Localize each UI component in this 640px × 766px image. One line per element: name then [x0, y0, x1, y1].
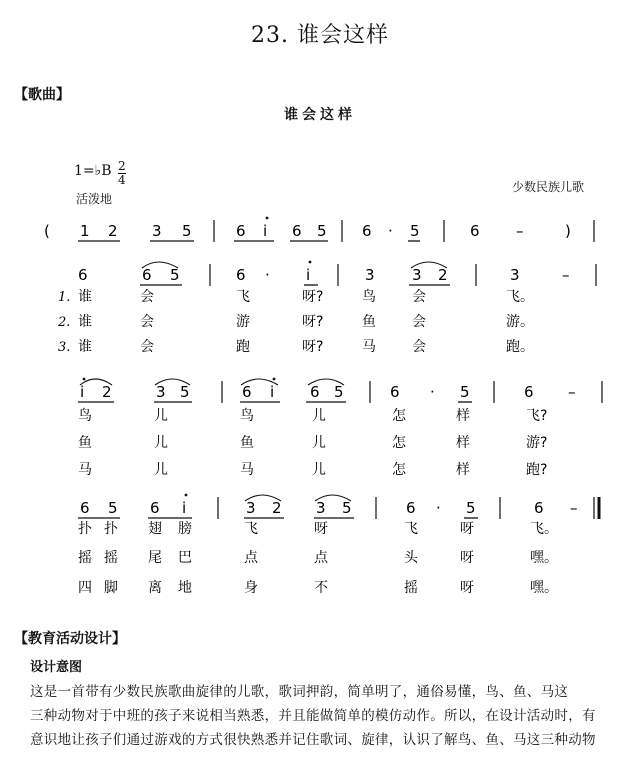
lyric: 谁: [78, 339, 92, 355]
lyric: 怎: [392, 435, 406, 451]
note: 5: [460, 383, 470, 401]
note: –: [516, 222, 524, 240]
note: 3: [412, 266, 422, 284]
note: 3: [152, 222, 162, 240]
lyric: 马: [78, 462, 92, 478]
lyric: 点: [244, 550, 258, 566]
lyric: 儿: [154, 408, 168, 424]
lyric: 头: [404, 550, 418, 566]
lyric: 会: [412, 314, 426, 330]
lyric: 游?: [526, 435, 548, 451]
lyric: 摇: [104, 550, 118, 566]
note: 6: [534, 499, 544, 517]
note: 6: [390, 383, 400, 401]
lyric: 呀?: [302, 339, 324, 355]
note: 3: [316, 499, 326, 517]
lyric: 谁: [78, 289, 92, 305]
design-text-line-2: 三种动物对于中班的孩子来说相当熟悉，并且能做简单的模仿动作。所以，在设计活动时，有: [30, 708, 596, 724]
note: –: [562, 266, 570, 284]
lyric: 鱼: [78, 435, 92, 451]
note: 6: [236, 266, 246, 284]
lyric: 游。: [506, 314, 534, 330]
design-text-line-1: 这是一首带有少数民族歌曲旋律的儿歌，歌词押韵，简单明了，通俗易懂，鸟、鱼、马这: [30, 684, 569, 700]
note: 6: [236, 222, 246, 240]
lyric: 鱼: [240, 435, 254, 451]
lyrics-line-3a: [78, 407, 547, 424]
lyric: 谁: [78, 314, 92, 330]
lyric: 摇: [404, 580, 418, 596]
note: 6: [242, 383, 252, 401]
design-text-line-3: 意识地让孩子们通过游戏的方式很快熟悉并记住歌词、旋律，认识了解鸟、鱼、马这三种动物: [30, 732, 596, 748]
verse-lyrics-3: [58, 339, 534, 355]
lyrics-line-4a: [78, 520, 558, 537]
lyric: 呀?: [302, 314, 324, 330]
note: 3: [246, 499, 256, 517]
lyric: 尾: [148, 550, 162, 566]
note: 2: [438, 266, 448, 284]
song-source: 少数民族儿歌: [512, 180, 585, 194]
song-title: 谁会这样: [284, 107, 356, 123]
lyric: 儿: [312, 435, 326, 451]
lyric: 会: [412, 339, 426, 355]
note: i: [182, 499, 187, 517]
lyric: 呀: [460, 550, 474, 566]
lyric: 马: [362, 339, 376, 355]
lyric: 飞。: [506, 289, 534, 305]
lyric: 不: [314, 580, 328, 596]
note: 5: [170, 266, 180, 284]
lyric: 呀?: [302, 289, 324, 305]
verse-lyrics-1: [58, 289, 534, 305]
note: i: [270, 383, 275, 401]
note: 5: [182, 222, 192, 240]
tempo-marking: 活泼地: [76, 192, 113, 206]
note: –: [568, 383, 576, 401]
note: 5: [466, 499, 476, 517]
score-line-4: [78, 494, 599, 519]
note: 5: [180, 383, 190, 401]
lyric: 点: [314, 550, 328, 566]
note: 5: [108, 499, 118, 517]
lyric: 扑: [104, 521, 118, 537]
note: 6: [80, 499, 90, 517]
lyric: 怎: [392, 462, 406, 478]
lyric: 样: [456, 462, 470, 478]
lyric: 马: [240, 462, 254, 478]
lyric: 怎: [392, 408, 406, 424]
lyric: 跑: [236, 339, 250, 355]
note: 3: [156, 383, 166, 401]
note: i: [80, 383, 85, 401]
lyrics-line-4b: [78, 549, 558, 566]
lyric: 膀: [178, 521, 192, 537]
note: 6: [142, 266, 152, 284]
lyric: 儿: [312, 408, 326, 424]
lyric: 飞: [236, 289, 250, 305]
lyric: 呀: [314, 521, 328, 537]
note: 5: [342, 499, 352, 517]
lyric: 鱼: [362, 314, 376, 330]
lyric: 游: [236, 314, 250, 330]
verse-number: 2.: [58, 315, 71, 330]
lyric: 鸟: [362, 289, 376, 305]
verse-number: 3.: [58, 340, 71, 355]
note: 3: [365, 266, 375, 284]
lyric: 儿: [154, 462, 168, 478]
lyric: 呀: [460, 521, 474, 537]
note: 6: [524, 383, 534, 401]
lyrics-line-3b: [78, 434, 547, 451]
note: 6: [78, 266, 88, 284]
lyric: 儿: [154, 435, 168, 451]
lyric: 鸟: [240, 408, 254, 424]
lyric: 翅: [148, 521, 162, 537]
note: 6: [310, 383, 320, 401]
note: ·: [388, 222, 393, 240]
lyrics-line-4c: [78, 579, 558, 596]
lyric: 摇: [78, 550, 92, 566]
note: 5: [334, 383, 344, 401]
lyric: 样: [456, 408, 470, 424]
note: 6: [292, 222, 302, 240]
section-label-song: 【歌曲】: [14, 87, 70, 103]
lyrics-line-3c: [78, 461, 547, 478]
note: 5: [317, 222, 327, 240]
lyric: 飞: [244, 521, 258, 537]
lyric: 嘿。: [530, 550, 558, 566]
score-line-1: [44, 217, 594, 242]
time-signature-bottom: 4: [118, 173, 126, 187]
page-title: 23. 谁会这样: [251, 23, 389, 48]
lyric: 会: [140, 314, 154, 330]
note: 6: [406, 499, 416, 517]
lyric: 呀: [460, 580, 474, 596]
lyric: 会: [412, 289, 426, 305]
note: –: [570, 499, 578, 517]
verse-number: 1.: [58, 290, 71, 305]
lyric: 样: [456, 435, 470, 451]
note: ·: [430, 383, 435, 401]
lyric: 离: [148, 580, 162, 596]
lyric: 会: [140, 339, 154, 355]
note: 5: [410, 222, 420, 240]
note: 2: [272, 499, 282, 517]
note: ·: [265, 266, 270, 284]
note: 1: [80, 222, 90, 240]
lyric: 身: [244, 580, 258, 596]
note: ): [565, 222, 571, 240]
lyric: 飞。: [530, 521, 558, 537]
score-line-2: [78, 261, 596, 286]
lyric: 巴: [178, 550, 192, 566]
lyric: 地: [178, 580, 192, 596]
note: (: [44, 222, 50, 240]
lyric: 飞: [404, 521, 418, 537]
lyric: 会: [140, 289, 154, 305]
score-line-3: [78, 378, 602, 403]
lyric: 鸟: [78, 408, 92, 424]
key-signature: 1=♭B: [74, 163, 112, 179]
lyric: 嘿。: [530, 580, 558, 596]
lyric: 跑。: [506, 339, 534, 355]
lyric: 跑?: [526, 462, 548, 478]
note: 2: [102, 383, 112, 401]
time-signature-top: 2: [118, 159, 126, 173]
verse-lyrics-2: [57, 314, 534, 330]
note: 6: [470, 222, 480, 240]
note: 2: [108, 222, 118, 240]
lyric: 扑: [78, 521, 92, 537]
lyric: 儿: [312, 462, 326, 478]
lyric: 四: [78, 580, 92, 596]
note: 6: [362, 222, 372, 240]
note: ·: [436, 499, 441, 517]
note: i: [306, 266, 311, 284]
design-heading: 设计意图: [30, 660, 83, 675]
section-label-design: 【教育活动设计】: [14, 631, 126, 647]
note: i: [263, 222, 268, 240]
lyric: 飞?: [526, 408, 548, 424]
note: 3: [510, 266, 520, 284]
lyric: 脚: [104, 580, 118, 596]
note: 6: [150, 499, 160, 517]
